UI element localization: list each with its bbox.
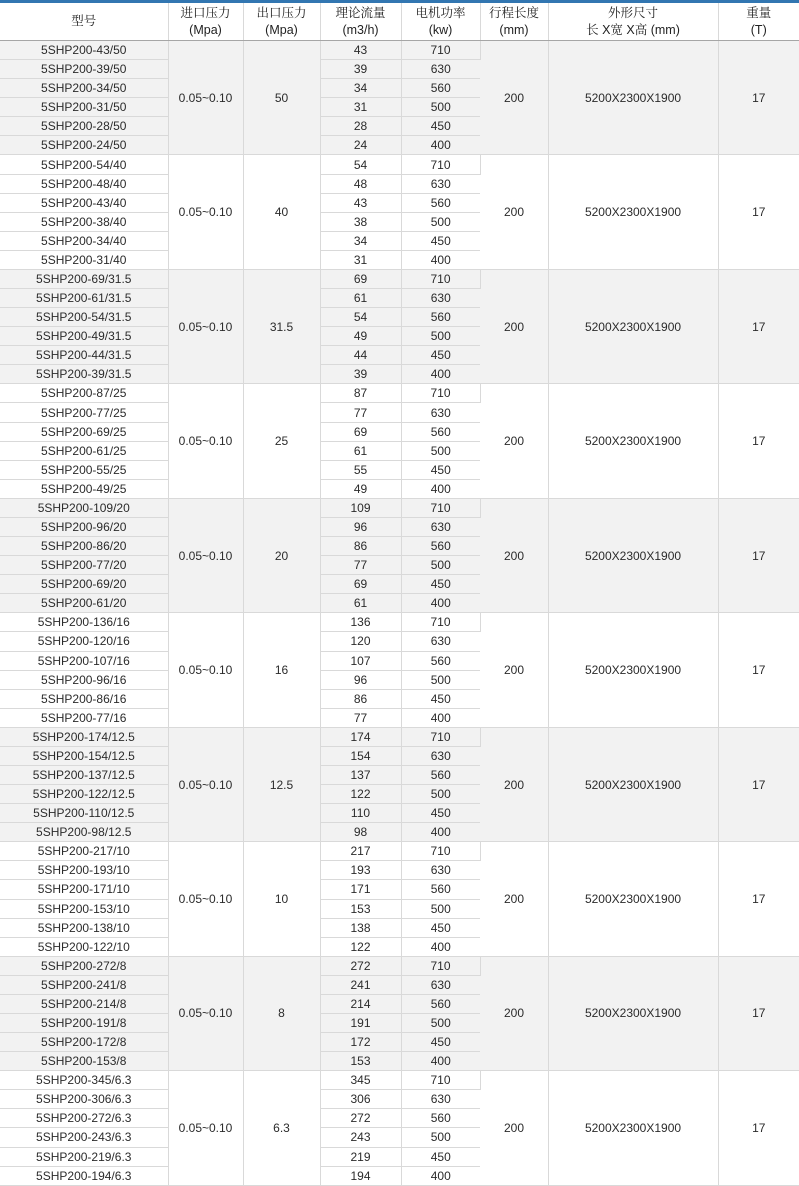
weight-cell: 17 (718, 269, 799, 383)
flow-cell: 217 (320, 842, 401, 861)
model-cell: 5SHP200-137/12.5 (0, 765, 168, 784)
column-header-title: 进口压力 (169, 5, 243, 22)
power-cell: 400 (401, 708, 480, 727)
power-cell: 560 (401, 422, 480, 441)
stroke-length-cell: 200 (480, 269, 548, 383)
power-cell: 400 (401, 823, 480, 842)
flow-cell: 34 (320, 231, 401, 250)
model-cell: 5SHP200-107/16 (0, 651, 168, 670)
power-cell: 400 (401, 937, 480, 956)
column-header-unit: 长 X宽 X高 (mm) (549, 22, 718, 39)
power-cell: 500 (401, 327, 480, 346)
power-cell: 450 (401, 231, 480, 250)
flow-cell: 43 (320, 41, 401, 60)
flow-cell: 214 (320, 994, 401, 1013)
power-cell: 630 (401, 632, 480, 651)
power-cell: 710 (401, 41, 480, 60)
dimensions-cell: 5200X2300X1900 (548, 269, 718, 383)
model-cell: 5SHP200-154/12.5 (0, 746, 168, 765)
flow-cell: 120 (320, 632, 401, 651)
flow-cell: 138 (320, 918, 401, 937)
model-cell: 5SHP200-194/6.3 (0, 1166, 168, 1185)
column-header-unit: (Mpa) (169, 22, 243, 39)
model-cell: 5SHP200-122/12.5 (0, 785, 168, 804)
power-cell: 500 (401, 1128, 480, 1147)
model-cell: 5SHP200-44/31.5 (0, 346, 168, 365)
flow-cell: 48 (320, 174, 401, 193)
power-cell: 450 (401, 346, 480, 365)
model-cell: 5SHP200-49/25 (0, 479, 168, 498)
flow-cell: 49 (320, 479, 401, 498)
outlet-pressure-cell: 6.3 (243, 1071, 320, 1185)
power-cell: 450 (401, 460, 480, 479)
outlet-pressure-cell: 31.5 (243, 269, 320, 383)
flow-cell: 174 (320, 727, 401, 746)
flow-cell: 87 (320, 384, 401, 403)
model-cell: 5SHP200-174/12.5 (0, 727, 168, 746)
table-row (0, 41, 799, 60)
flow-cell: 54 (320, 155, 401, 174)
stroke-length-cell: 200 (480, 727, 548, 841)
flow-cell: 137 (320, 765, 401, 784)
flow-cell: 272 (320, 1109, 401, 1128)
weight-cell: 17 (718, 155, 799, 269)
table-row (0, 727, 799, 746)
model-cell: 5SHP200-54/31.5 (0, 308, 168, 327)
flow-cell: 61 (320, 441, 401, 460)
power-cell: 400 (401, 1052, 480, 1071)
power-cell: 450 (401, 1147, 480, 1166)
model-cell: 5SHP200-24/50 (0, 136, 168, 155)
flow-cell: 219 (320, 1147, 401, 1166)
outlet-pressure-cell: 8 (243, 956, 320, 1070)
column-header-unit: (m3/h) (321, 22, 401, 39)
model-cell: 5SHP200-345/6.3 (0, 1071, 168, 1090)
power-cell: 630 (401, 975, 480, 994)
power-cell: 400 (401, 136, 480, 155)
model-cell: 5SHP200-31/50 (0, 98, 168, 117)
stroke-length-cell: 200 (480, 956, 548, 1070)
dimensions-cell: 5200X2300X1900 (548, 956, 718, 1070)
inlet-pressure-cell: 0.05~0.10 (168, 498, 243, 612)
table-row (0, 498, 799, 517)
model-cell: 5SHP200-28/50 (0, 117, 168, 136)
power-cell: 450 (401, 575, 480, 594)
flow-cell: 69 (320, 575, 401, 594)
model-cell: 5SHP200-241/8 (0, 975, 168, 994)
power-cell: 500 (401, 785, 480, 804)
spec-table-head (0, 3, 799, 41)
power-cell: 400 (401, 365, 480, 384)
power-cell: 710 (401, 1071, 480, 1090)
column-header-stroke-length (480, 3, 548, 41)
flow-cell: 69 (320, 269, 401, 288)
flow-cell: 172 (320, 1033, 401, 1052)
model-cell: 5SHP200-69/20 (0, 575, 168, 594)
flow-cell: 24 (320, 136, 401, 155)
power-cell: 400 (401, 479, 480, 498)
power-cell: 450 (401, 689, 480, 708)
model-cell: 5SHP200-138/10 (0, 918, 168, 937)
outlet-pressure-cell: 20 (243, 498, 320, 612)
weight-cell: 17 (718, 727, 799, 841)
model-cell: 5SHP200-54/40 (0, 155, 168, 174)
column-header-weight (718, 3, 799, 41)
flow-cell: 77 (320, 708, 401, 727)
model-cell: 5SHP200-219/6.3 (0, 1147, 168, 1166)
power-cell: 630 (401, 861, 480, 880)
flow-cell: 55 (320, 460, 401, 479)
flow-cell: 306 (320, 1090, 401, 1109)
column-header-title: 重量 (719, 5, 799, 22)
model-cell: 5SHP200-120/16 (0, 632, 168, 651)
flow-cell: 345 (320, 1071, 401, 1090)
model-cell: 5SHP200-191/8 (0, 1013, 168, 1032)
stroke-length-cell: 200 (480, 842, 548, 956)
model-cell: 5SHP200-214/8 (0, 994, 168, 1013)
model-cell: 5SHP200-69/31.5 (0, 269, 168, 288)
model-cell: 5SHP200-77/16 (0, 708, 168, 727)
model-cell: 5SHP200-39/31.5 (0, 365, 168, 384)
power-cell: 500 (401, 98, 480, 117)
column-header-outlet-pressure (243, 3, 320, 41)
power-cell: 630 (401, 289, 480, 308)
table-row (0, 155, 799, 174)
inlet-pressure-cell: 0.05~0.10 (168, 613, 243, 727)
table-row (0, 956, 799, 975)
flow-cell: 43 (320, 193, 401, 212)
power-cell: 630 (401, 174, 480, 193)
power-cell: 710 (401, 956, 480, 975)
column-header-title: 行程长度 (481, 5, 548, 22)
flow-cell: 171 (320, 880, 401, 899)
power-cell: 710 (401, 269, 480, 288)
flow-cell: 34 (320, 79, 401, 98)
dimensions-cell: 5200X2300X1900 (548, 842, 718, 956)
flow-cell: 96 (320, 517, 401, 536)
model-cell: 5SHP200-172/8 (0, 1033, 168, 1052)
outlet-pressure-cell: 10 (243, 842, 320, 956)
power-cell: 560 (401, 651, 480, 670)
model-cell: 5SHP200-34/50 (0, 79, 168, 98)
stroke-length-cell: 200 (480, 1071, 548, 1185)
power-cell: 560 (401, 537, 480, 556)
flow-cell: 86 (320, 537, 401, 556)
power-cell: 560 (401, 765, 480, 784)
model-cell: 5SHP200-77/20 (0, 556, 168, 575)
model-cell: 5SHP200-43/40 (0, 193, 168, 212)
power-cell: 560 (401, 308, 480, 327)
column-header-title: 出口压力 (244, 5, 320, 22)
power-cell: 710 (401, 384, 480, 403)
power-cell: 630 (401, 1090, 480, 1109)
dimensions-cell: 5200X2300X1900 (548, 1071, 718, 1185)
power-cell: 630 (401, 517, 480, 536)
column-header-inlet-pressure (168, 3, 243, 41)
flow-cell: 241 (320, 975, 401, 994)
flow-cell: 153 (320, 1052, 401, 1071)
model-cell: 5SHP200-96/20 (0, 517, 168, 536)
flow-cell: 154 (320, 746, 401, 765)
flow-cell: 98 (320, 823, 401, 842)
power-cell: 560 (401, 880, 480, 899)
table-row (0, 613, 799, 632)
dimensions-cell: 5200X2300X1900 (548, 727, 718, 841)
dimensions-cell: 5200X2300X1900 (548, 613, 718, 727)
column-header-dimensions (548, 3, 718, 41)
model-cell: 5SHP200-87/25 (0, 384, 168, 403)
stroke-length-cell: 200 (480, 155, 548, 269)
column-header-title: 型号 (0, 13, 168, 30)
flow-cell: 39 (320, 365, 401, 384)
flow-cell: 61 (320, 289, 401, 308)
flow-cell: 122 (320, 785, 401, 804)
column-header-flow (320, 3, 401, 41)
dimensions-cell: 5200X2300X1900 (548, 498, 718, 612)
spec-table (0, 3, 799, 1186)
flow-cell: 31 (320, 250, 401, 269)
outlet-pressure-cell: 12.5 (243, 727, 320, 841)
dimensions-cell: 5200X2300X1900 (548, 41, 718, 155)
table-row (0, 1071, 799, 1090)
table-row (0, 269, 799, 288)
power-cell: 560 (401, 994, 480, 1013)
column-header-unit: (mm) (481, 22, 548, 39)
model-cell: 5SHP200-34/40 (0, 231, 168, 250)
inlet-pressure-cell: 0.05~0.10 (168, 1071, 243, 1185)
header-row (0, 3, 799, 41)
model-cell: 5SHP200-306/6.3 (0, 1090, 168, 1109)
model-cell: 5SHP200-243/6.3 (0, 1128, 168, 1147)
flow-cell: 86 (320, 689, 401, 708)
model-cell: 5SHP200-171/10 (0, 880, 168, 899)
power-cell: 500 (401, 670, 480, 689)
flow-cell: 61 (320, 594, 401, 613)
model-cell: 5SHP200-98/12.5 (0, 823, 168, 842)
power-cell: 500 (401, 212, 480, 231)
power-cell: 630 (401, 60, 480, 79)
spec-table-body (0, 41, 799, 1186)
power-cell: 450 (401, 918, 480, 937)
table-row (0, 384, 799, 403)
weight-cell: 17 (718, 842, 799, 956)
model-cell: 5SHP200-61/31.5 (0, 289, 168, 308)
stroke-length-cell: 200 (480, 498, 548, 612)
model-cell: 5SHP200-217/10 (0, 842, 168, 861)
power-cell: 710 (401, 613, 480, 632)
flow-cell: 77 (320, 403, 401, 422)
weight-cell: 17 (718, 498, 799, 612)
model-cell: 5SHP200-48/40 (0, 174, 168, 193)
flow-cell: 69 (320, 422, 401, 441)
model-cell: 5SHP200-61/25 (0, 441, 168, 460)
model-cell: 5SHP200-193/10 (0, 861, 168, 880)
power-cell: 500 (401, 556, 480, 575)
outlet-pressure-cell: 25 (243, 384, 320, 498)
column-header-title: 电机功率 (402, 5, 480, 22)
flow-cell: 49 (320, 327, 401, 346)
power-cell: 710 (401, 155, 480, 174)
model-cell: 5SHP200-61/20 (0, 594, 168, 613)
model-cell: 5SHP200-49/31.5 (0, 327, 168, 346)
model-cell: 5SHP200-272/8 (0, 956, 168, 975)
power-cell: 630 (401, 403, 480, 422)
dimensions-cell: 5200X2300X1900 (548, 155, 718, 269)
weight-cell: 17 (718, 613, 799, 727)
flow-cell: 109 (320, 498, 401, 517)
stroke-length-cell: 200 (480, 384, 548, 498)
power-cell: 450 (401, 117, 480, 136)
weight-cell: 17 (718, 41, 799, 155)
flow-cell: 122 (320, 937, 401, 956)
inlet-pressure-cell: 0.05~0.10 (168, 956, 243, 1070)
model-cell: 5SHP200-39/50 (0, 60, 168, 79)
model-cell: 5SHP200-55/25 (0, 460, 168, 479)
model-cell: 5SHP200-153/8 (0, 1052, 168, 1071)
power-cell: 710 (401, 842, 480, 861)
flow-cell: 153 (320, 899, 401, 918)
outlet-pressure-cell: 50 (243, 41, 320, 155)
flow-cell: 107 (320, 651, 401, 670)
dimensions-cell: 5200X2300X1900 (548, 384, 718, 498)
flow-cell: 31 (320, 98, 401, 117)
flow-cell: 110 (320, 804, 401, 823)
flow-cell: 136 (320, 613, 401, 632)
inlet-pressure-cell: 0.05~0.10 (168, 384, 243, 498)
power-cell: 500 (401, 441, 480, 460)
power-cell: 560 (401, 193, 480, 212)
model-cell: 5SHP200-109/20 (0, 498, 168, 517)
power-cell: 450 (401, 1033, 480, 1052)
flow-cell: 272 (320, 956, 401, 975)
model-cell: 5SHP200-153/10 (0, 899, 168, 918)
column-header-title: 理论流量 (321, 5, 401, 22)
inlet-pressure-cell: 0.05~0.10 (168, 842, 243, 956)
column-header-power (401, 3, 480, 41)
power-cell: 710 (401, 727, 480, 746)
flow-cell: 243 (320, 1128, 401, 1147)
flow-cell: 194 (320, 1166, 401, 1185)
column-header-unit: (T) (719, 22, 799, 39)
power-cell: 500 (401, 1013, 480, 1032)
flow-cell: 193 (320, 861, 401, 880)
power-cell: 710 (401, 498, 480, 517)
power-cell: 560 (401, 79, 480, 98)
power-cell: 630 (401, 746, 480, 765)
model-cell: 5SHP200-86/16 (0, 689, 168, 708)
weight-cell: 17 (718, 384, 799, 498)
outlet-pressure-cell: 16 (243, 613, 320, 727)
inlet-pressure-cell: 0.05~0.10 (168, 727, 243, 841)
flow-cell: 96 (320, 670, 401, 689)
power-cell: 450 (401, 804, 480, 823)
flow-cell: 77 (320, 556, 401, 575)
stroke-length-cell: 200 (480, 613, 548, 727)
power-cell: 400 (401, 250, 480, 269)
model-cell: 5SHP200-38/40 (0, 212, 168, 231)
flow-cell: 38 (320, 212, 401, 231)
model-cell: 5SHP200-136/16 (0, 613, 168, 632)
model-cell: 5SHP200-43/50 (0, 41, 168, 60)
model-cell: 5SHP200-77/25 (0, 403, 168, 422)
model-cell: 5SHP200-272/6.3 (0, 1109, 168, 1128)
table-row (0, 842, 799, 861)
flow-cell: 28 (320, 117, 401, 136)
column-header-model (0, 3, 168, 41)
column-header-unit: (Mpa) (244, 22, 320, 39)
inlet-pressure-cell: 0.05~0.10 (168, 41, 243, 155)
power-cell: 500 (401, 899, 480, 918)
inlet-pressure-cell: 0.05~0.10 (168, 269, 243, 383)
model-cell: 5SHP200-69/25 (0, 422, 168, 441)
flow-cell: 54 (320, 308, 401, 327)
model-cell: 5SHP200-86/20 (0, 537, 168, 556)
power-cell: 400 (401, 594, 480, 613)
flow-cell: 191 (320, 1013, 401, 1032)
flow-cell: 44 (320, 346, 401, 365)
column-header-unit: (kw) (402, 22, 480, 39)
stroke-length-cell: 200 (480, 41, 548, 155)
power-cell: 400 (401, 1166, 480, 1185)
weight-cell: 17 (718, 1071, 799, 1185)
power-cell: 560 (401, 1109, 480, 1128)
model-cell: 5SHP200-110/12.5 (0, 804, 168, 823)
weight-cell: 17 (718, 956, 799, 1070)
flow-cell: 39 (320, 60, 401, 79)
model-cell: 5SHP200-122/10 (0, 937, 168, 956)
model-cell: 5SHP200-96/16 (0, 670, 168, 689)
outlet-pressure-cell: 40 (243, 155, 320, 269)
inlet-pressure-cell: 0.05~0.10 (168, 155, 243, 269)
model-cell: 5SHP200-31/40 (0, 250, 168, 269)
column-header-title: 外形尺寸 (549, 5, 718, 22)
